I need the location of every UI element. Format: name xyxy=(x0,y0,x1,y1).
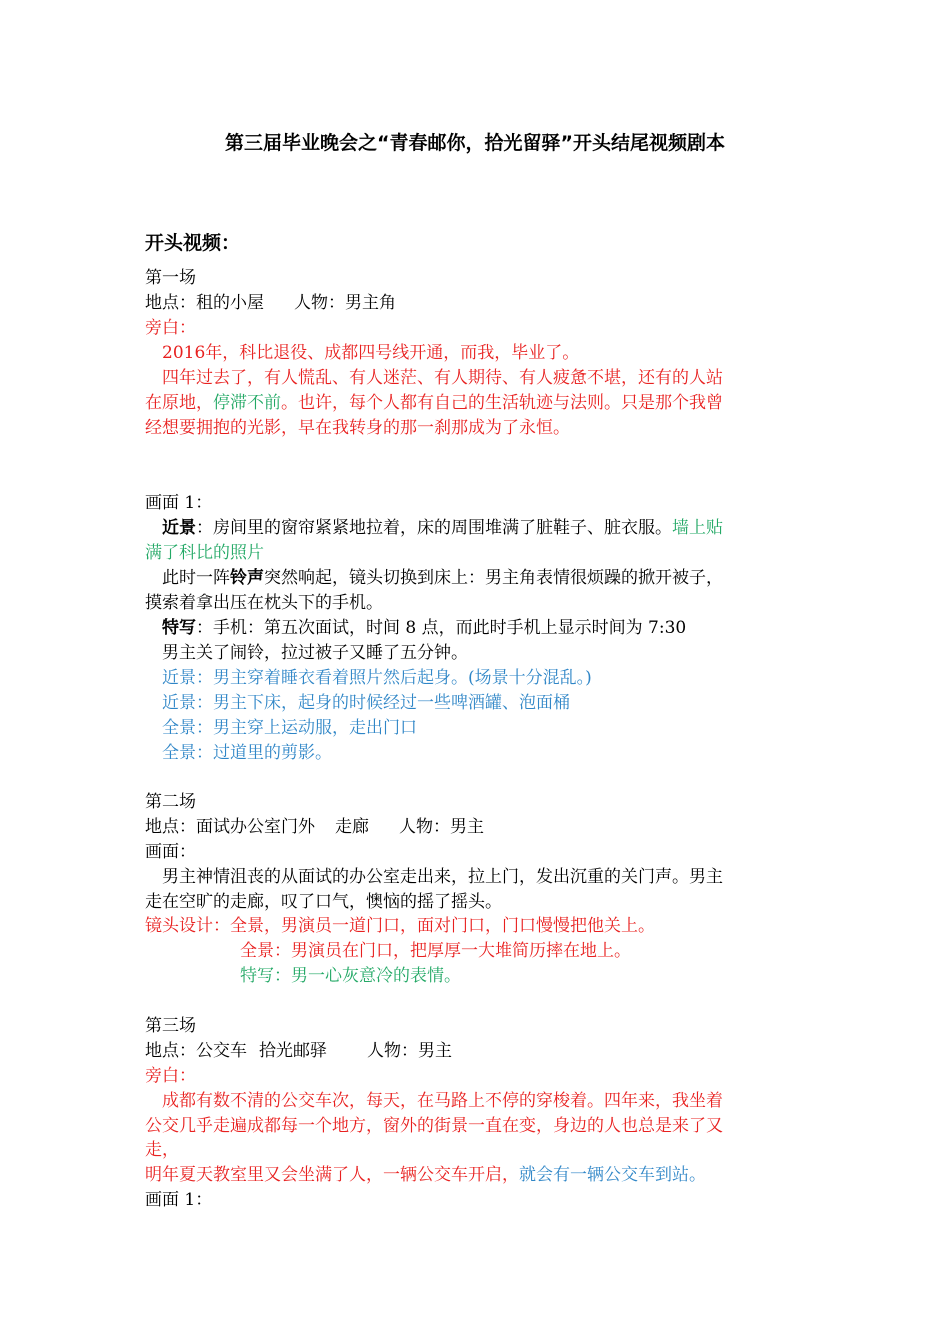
scene2-place-line xyxy=(145,815,810,839)
scene1-person: 人物：男主角 xyxy=(294,293,396,313)
scene2-design-line3: 特写：男一心灰意冷的表情。 xyxy=(240,966,461,986)
scene2-place-extra: 走廊 xyxy=(335,817,369,837)
scene2-place: 地点：面试办公室门外 xyxy=(145,817,315,837)
scene1-alarm-line: 男主关了闹铃，拉过被子又睡了五分钟。 xyxy=(162,643,468,663)
scene1-shot2: 近景：男主下床，起身的时候经过一些啤酒罐、泡面桶 xyxy=(162,693,570,713)
bell-bold: 铃声 xyxy=(230,568,264,588)
scene1-narration-p2-l3: 经想要拥抱的光影，早在我转身的那一刹那成为了永恒。 xyxy=(145,418,570,438)
closeup-green: 墙上贴 xyxy=(672,518,723,538)
narr-segment-blue: 就会有一辆公交车到站。 xyxy=(519,1165,706,1185)
scene2-desc-l2: 走在空旷的走廊，叹了口气，懊恼的摇了摇头。 xyxy=(145,892,502,912)
bell-text: 突然响起，镜头切换到床上：男主角表情很烦躁的掀开被子， xyxy=(264,568,723,588)
scene3-narration-l4 xyxy=(145,1163,810,1187)
special-text: ：手机：第五次面试，时间 8 点，而此时手机上显示时间为 7:30 xyxy=(196,618,687,638)
special-label: 特写 xyxy=(162,618,196,638)
scene1-shot3: 全景：男主穿上运动服，走出门口 xyxy=(162,718,417,738)
scene1-shot4: 全景：过道里的剪影。 xyxy=(162,743,332,763)
section-heading: 开头视频： xyxy=(145,232,241,254)
scene3-frame-label: 画面 1： xyxy=(145,1190,213,1210)
narr-segment-red: 明年夏天教室里又会坐满了人，一辆公交车开启， xyxy=(145,1165,519,1185)
scene1-label: 第一场 xyxy=(145,268,196,288)
scene3-narration-label: 旁白： xyxy=(145,1066,196,1086)
document-title: 第三届毕业晚会之“青春邮你，拾光留驿”开头结尾视频剧本 xyxy=(225,132,725,154)
scene1-narration-p2-l2 xyxy=(145,391,810,415)
scene2-frame-label: 画面： xyxy=(145,842,196,862)
narr-segment: 。也许，每个人都有自己的生活轨迹与法则。只是那个我曾 xyxy=(281,393,723,413)
scene3-narration-l2: 公交几乎走遍成都每一个地方，窗外的街景一直在变，身边的人也总是来了又 xyxy=(145,1116,723,1136)
scene1-place: 地点：租的小屋 xyxy=(145,293,264,313)
scene3-label: 第三场 xyxy=(145,1016,196,1036)
scene3-narration-l1: 成都有数不清的公交车次，每天，在马路上不停的穿梭着。四年来，我坐着 xyxy=(162,1091,723,1111)
scene1-place-line xyxy=(145,291,810,315)
scene2-label: 第二场 xyxy=(145,792,196,812)
scene3-narration-l3: 走， xyxy=(145,1140,179,1160)
scene1-bell-line2: 摸索着拿出压在枕头下的手机。 xyxy=(145,593,383,613)
scene1-frame-label: 画面 1： xyxy=(145,493,213,513)
scene2-person: 人物：男主 xyxy=(399,817,484,837)
scene1-closeup-line xyxy=(145,516,827,540)
scene1-shot1: 近景：男主穿着睡衣看着照片然后起身。(场景十分混乱。) xyxy=(162,668,592,688)
scene2-design-line1 xyxy=(145,914,810,938)
scene1-closeup-line2: 满了科比的照片 xyxy=(145,543,264,563)
scene3-place-line xyxy=(145,1039,810,1063)
scene1-narration-p1: 2016年，科比退役、成都四号线开通，而我，毕业了。 xyxy=(162,343,580,363)
scene1-narration-label: 旁白： xyxy=(145,318,196,338)
scene1-narration-p2-l1: 四年过去了，有人慌乱、有人迷茫、有人期待、有人疲惫不堪，还有的人站 xyxy=(162,368,723,388)
design-label: 镜头设计： xyxy=(145,916,230,936)
scene1-special-line xyxy=(145,616,827,640)
scene3-person: 人物：男主 xyxy=(367,1041,452,1061)
bell-text: 此时一阵 xyxy=(162,568,230,588)
narr-highlight-green: 停滞不前 xyxy=(213,393,281,413)
closeup-label: 近景 xyxy=(162,518,196,538)
scene2-desc-l1: 男主神情沮丧的从面试的办公室走出来，拉上门，发出沉重的关门声。男主 xyxy=(162,867,723,887)
scene3-place: 地点：公交车 xyxy=(145,1041,247,1061)
closeup-text: ：房间里的窗帘紧紧地拉着，床的周围堆满了脏鞋子、脏衣服。 xyxy=(196,518,672,538)
narr-segment: 在原地， xyxy=(145,393,213,413)
scene2-design-line2: 全景：男演员在门口，把厚厚一大堆简历摔在地上。 xyxy=(240,941,631,961)
scene1-bell-line xyxy=(145,566,827,590)
scene3-place-extra: 拾光邮驿 xyxy=(259,1041,327,1061)
design-text: 全景，男演员一道门口，面对门口，门口慢慢把他关上。 xyxy=(230,916,655,936)
